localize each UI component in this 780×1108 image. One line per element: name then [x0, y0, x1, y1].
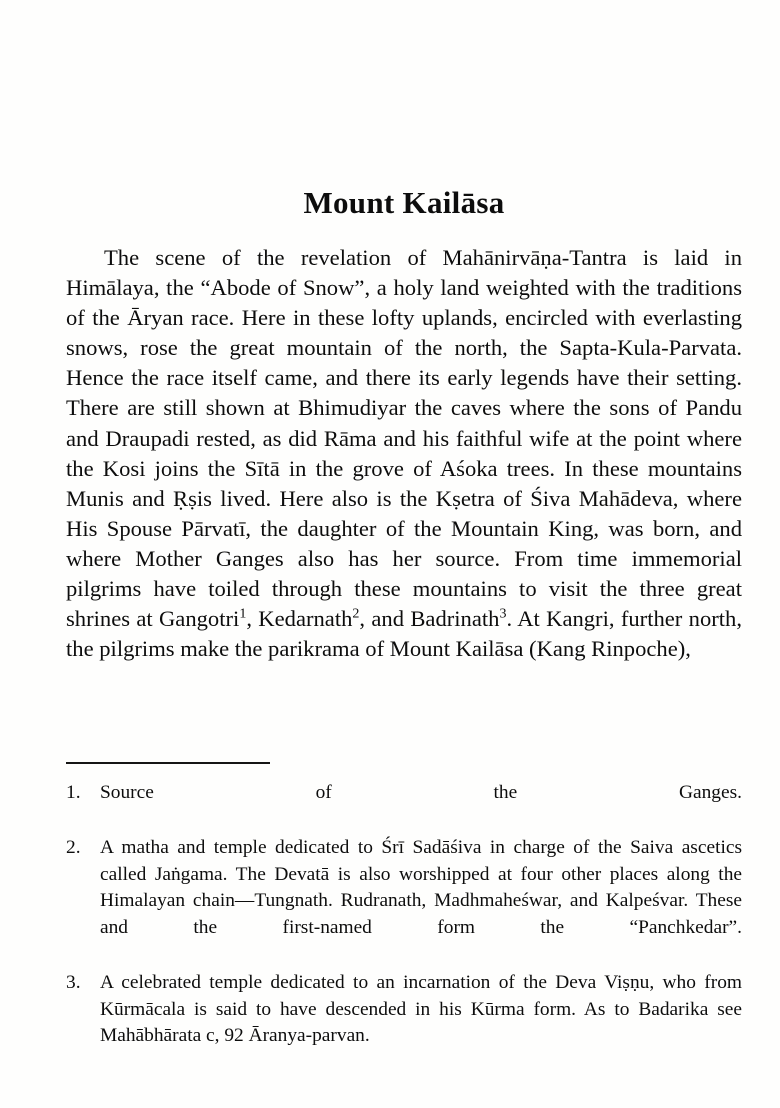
footnote-text: A celebrated temple dedicated to an incarnation of the Deva Viṣṇu, who from Kūrmācala is said to have descended in his Kūrma form. As to Badarika see Mahābhārata c, 92 Āranya-parvan.: [100, 972, 742, 1047]
footnote-number: 1.: [66, 782, 81, 803]
footnote-marker-1[interactable]: 1: [239, 606, 247, 622]
paragraph-segment-2: , Kedarnath: [246, 606, 353, 632]
footnote-number: 2.: [66, 837, 81, 859]
footnote-number: 3.: [66, 972, 81, 994]
footnote-marker-2[interactable]: 2: [352, 606, 360, 622]
footnote-text: Source of the Ganges.: [100, 782, 742, 803]
footnote-text: A matha and temple dedicated to Śrī Sadāśiva in charge of the Saiva ascetics called Jaṅgama. The Devatā is also worshipped at four other places along the Himalayan chain—Tungnath. Rudranath, Madhmaheśwar, and Kalpeśvar. These and the first-named form the “Panchkedar”.: [100, 837, 742, 938]
body-paragraph: [66, 243, 742, 664]
footnote-separator-rule: [66, 762, 270, 764]
footnote-item: [66, 780, 742, 833]
body-text-block: [66, 243, 742, 664]
footnotes-section: [66, 780, 742, 1052]
page-title: Mount Kailāsa: [303, 184, 505, 220]
paragraph-segment-1: The scene of the revelation of Mahānirvāṇa-Tantra is laid in Himālaya, the “Abode of Snow”, a holy land weighted with the traditions of the Āryan race. Here in these lofty uplands, encircled with everlasting snows, rose the great mountain of the north, the Sapta-Kula-Parvata. Hence the race itself came, and there its early legends have their setting. There are still shown at Bhimudiyar the caves where the sons of Pandu and Draupadi rested, as did Rāma and his faithful wife at the point where the Kosi joins the Sītā in the grove of Aśoka trees. In these mountains Munis and Ṛṣis lived. Here also is the Kṣetra of Śiva Mahādeva, where His Spouse Pārvatī, the daughter of the Mountain King, was born, and where Mother Ganges also has her source. From time immemorial pilgrims have toiled through these mountains to visit the three great shrines at Gangotri: [66, 245, 742, 632]
footnote-item: [66, 835, 742, 968]
footnote-item: [66, 970, 742, 1050]
paragraph-segment-4: . At Kangri, further north, the pilgrims make the parikrama of Mount Kailāsa (Kang Rinpoche),: [66, 606, 742, 662]
paragraph-segment-3: , and Badrinath: [359, 606, 500, 632]
footnote-marker-3[interactable]: 3: [499, 606, 507, 622]
